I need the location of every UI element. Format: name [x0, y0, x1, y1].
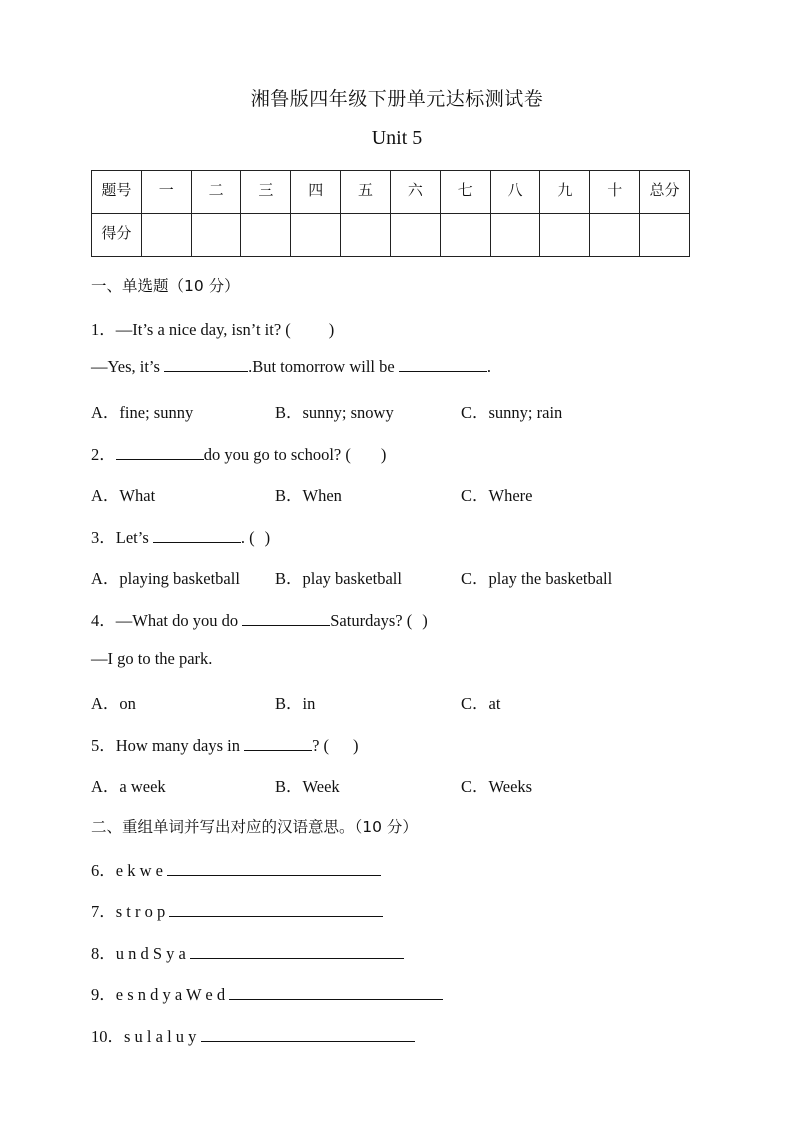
- answer-blank[interactable]: [169, 902, 383, 917]
- score-header-cell: 三: [241, 171, 291, 214]
- option-a[interactable]: A．fine; sunny: [91, 403, 194, 422]
- score-header-cell: 十: [590, 171, 640, 214]
- score-header-cell: 四: [291, 171, 341, 214]
- scrambled-letters: e s n d y a W e d: [115, 985, 226, 1004]
- scramble-item: [91, 981, 443, 1005]
- option-a[interactable]: A．What: [91, 486, 156, 505]
- score-header-cell: 总分: [640, 171, 690, 214]
- option-a[interactable]: A．on: [91, 694, 136, 713]
- question-text: .But tomorrow will be: [248, 357, 395, 376]
- score-cell[interactable]: [291, 214, 341, 257]
- paren-close: ): [264, 528, 271, 547]
- question-text: do you go to school? (: [203, 445, 351, 464]
- question-1: [91, 316, 334, 340]
- option-b[interactable]: B．play basketball: [275, 569, 402, 588]
- scramble-item: [91, 857, 381, 881]
- score-cell[interactable]: [640, 214, 690, 257]
- answer-blank[interactable]: [153, 528, 241, 543]
- question-5: [91, 732, 359, 756]
- option-c[interactable]: C．play the basketball: [461, 569, 613, 588]
- option-b[interactable]: B．When: [275, 486, 342, 505]
- score-cell[interactable]: [540, 214, 590, 257]
- score-cell[interactable]: [390, 214, 440, 257]
- page-title: 湘鲁版四年级下册单元达标测试卷: [250, 88, 544, 110]
- score-cell[interactable]: [141, 214, 191, 257]
- answer-blank[interactable]: [164, 357, 248, 372]
- scrambled-letters: s u l a l u y: [124, 1027, 197, 1046]
- score-cell[interactable]: [490, 214, 540, 257]
- question-number: 2．: [91, 445, 116, 464]
- option-a[interactable]: A．a week: [91, 777, 166, 796]
- question-text: . (: [240, 528, 255, 547]
- answer-blank[interactable]: [229, 985, 443, 1000]
- score-header-cell: 题号: [92, 171, 142, 214]
- score-table-score-row: [92, 214, 690, 257]
- paren-close: ): [380, 445, 387, 464]
- scrambled-letters: u n d S y a: [115, 944, 186, 963]
- option-a[interactable]: A．playing basketball: [91, 569, 240, 588]
- question-text: —It’s a nice day, isn’t it? (: [115, 320, 291, 339]
- option-c[interactable]: C．Where: [461, 486, 533, 505]
- answer-blank[interactable]: [190, 944, 404, 959]
- option-c[interactable]: C．sunny; rain: [461, 403, 563, 422]
- score-cell[interactable]: [191, 214, 241, 257]
- question-3: [91, 524, 270, 548]
- score-cell[interactable]: [590, 214, 640, 257]
- score-header-cell: 八: [490, 171, 540, 214]
- option-b[interactable]: B．in: [275, 694, 316, 713]
- scrambled-letters: e k w e: [115, 861, 163, 880]
- score-table-header-row: [92, 171, 690, 214]
- question-number: 9．: [91, 985, 116, 1004]
- question-number: 3．: [91, 528, 116, 547]
- score-row-label: 得分: [92, 214, 142, 257]
- question-4-reply: —I go to the park.: [91, 649, 213, 668]
- question-text: —Yes, it’s: [91, 357, 160, 376]
- question-text: ? (: [312, 736, 330, 755]
- score-cell[interactable]: [440, 214, 490, 257]
- section-heading: 二、重组单词并写出对应的汉语意思。（10 分）: [91, 818, 418, 836]
- answer-blank[interactable]: [399, 357, 487, 372]
- scramble-item: [91, 1023, 415, 1047]
- paren-close: ): [328, 320, 335, 339]
- question-number: 5．: [91, 736, 116, 755]
- score-cell[interactable]: [241, 214, 291, 257]
- score-header-cell: 六: [390, 171, 440, 214]
- score-header-cell: 九: [540, 171, 590, 214]
- score-header-cell: 二: [191, 171, 241, 214]
- question-number: 4．: [91, 611, 116, 630]
- answer-blank[interactable]: [167, 861, 381, 876]
- question-number: 8．: [91, 944, 116, 963]
- question-number: 10．: [91, 1027, 124, 1046]
- answer-blank[interactable]: [244, 736, 312, 751]
- page-subtitle: Unit 5: [371, 127, 423, 149]
- option-c[interactable]: C．at: [461, 694, 501, 713]
- answer-blank[interactable]: [116, 445, 204, 460]
- score-cell[interactable]: [341, 214, 391, 257]
- question-2: [91, 441, 386, 465]
- question-text: .: [486, 357, 491, 376]
- question-text: —What do you do: [115, 611, 239, 630]
- option-b[interactable]: B．sunny; snowy: [275, 403, 394, 422]
- paren-close: ): [422, 611, 428, 630]
- option-c[interactable]: C．Weeks: [461, 777, 533, 796]
- paren-close: ): [353, 736, 359, 755]
- scrambled-letters: s t r o p: [115, 902, 166, 921]
- question-number: 6．: [91, 861, 116, 880]
- question-number: 1．: [91, 320, 116, 339]
- score-table: [91, 170, 690, 257]
- question-text: Let’s: [115, 528, 149, 547]
- question-1-reply: [91, 357, 491, 377]
- option-b[interactable]: B．Week: [275, 777, 340, 796]
- question-text: Saturdays? (: [330, 611, 413, 630]
- scramble-item: [91, 940, 404, 964]
- question-4: [91, 607, 428, 631]
- question-text: How many days in: [115, 736, 240, 755]
- score-header-cell: 一: [141, 171, 191, 214]
- score-header-cell: 五: [341, 171, 391, 214]
- answer-blank[interactable]: [201, 1027, 415, 1042]
- scramble-item: [91, 898, 383, 922]
- question-number: 7．: [91, 902, 116, 921]
- section-heading: 一、单选题（10 分）: [91, 277, 240, 295]
- score-header-cell: 七: [440, 171, 490, 214]
- answer-blank[interactable]: [242, 611, 330, 626]
